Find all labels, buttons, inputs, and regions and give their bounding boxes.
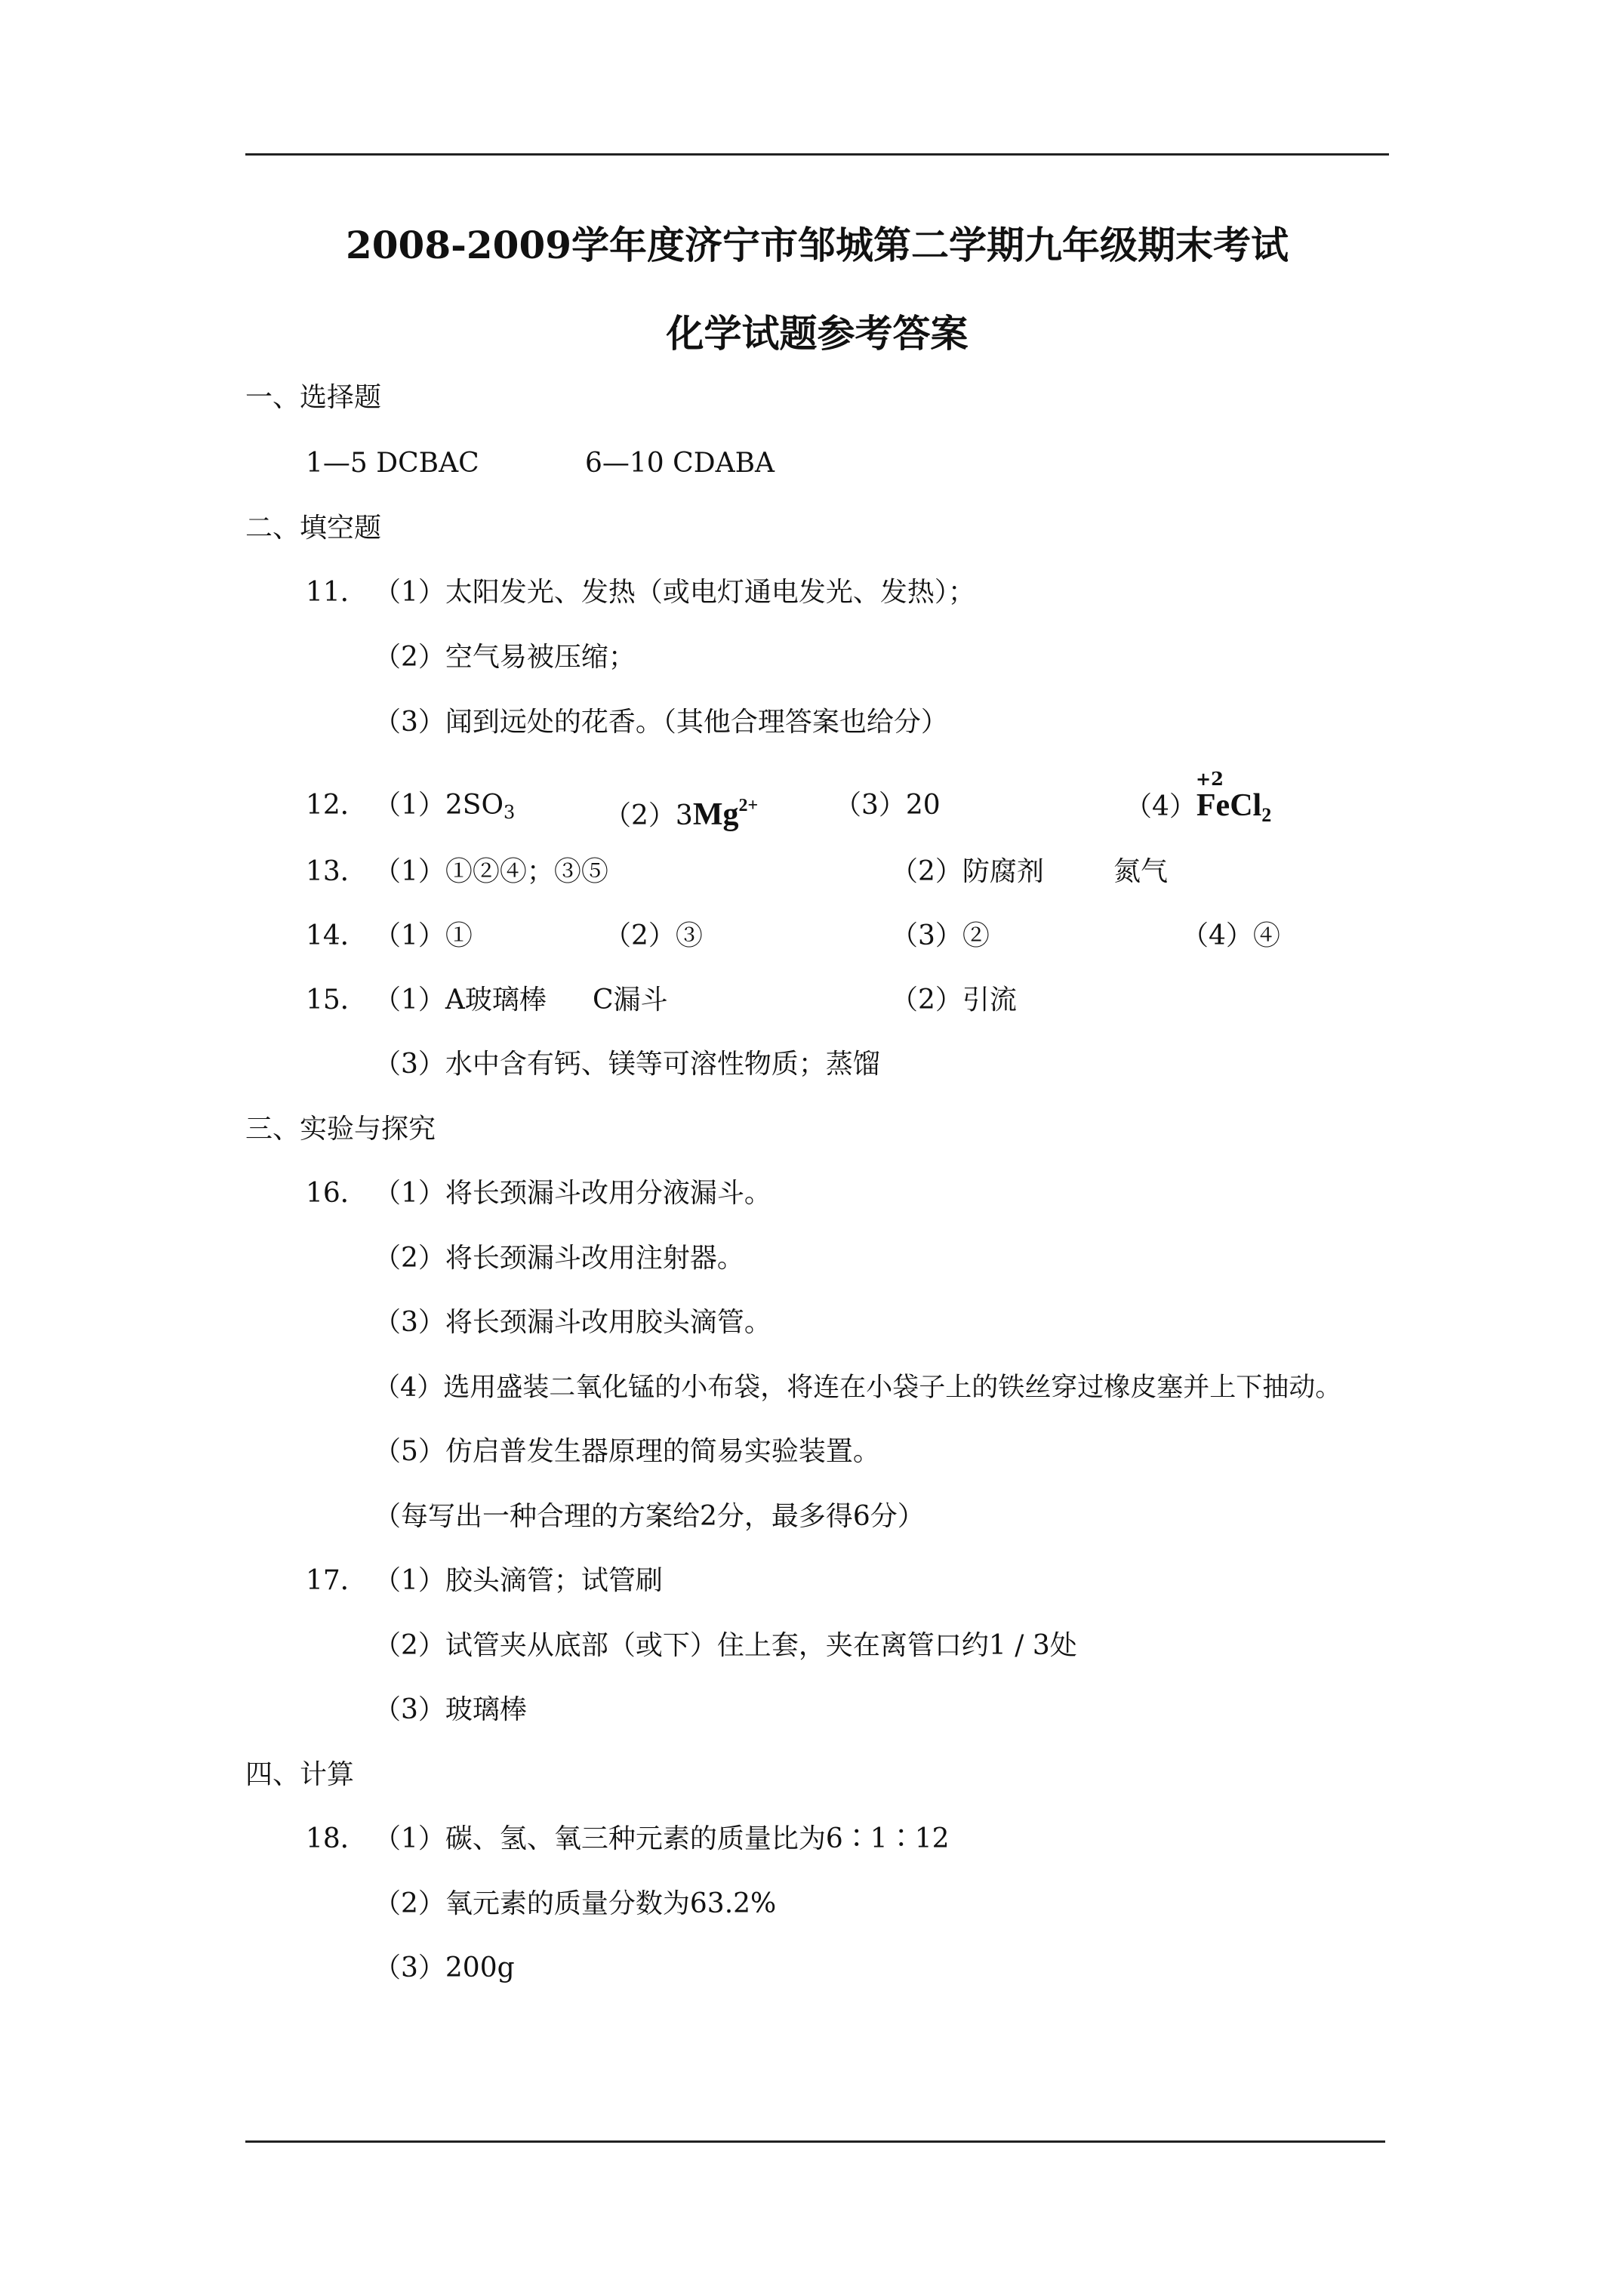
q12-1-subscript: 3 xyxy=(504,802,516,823)
section-heading-choice: 一、选择题 xyxy=(245,382,382,413)
question-number-15: 15． xyxy=(306,985,368,1015)
q12-2-coefficient: 3 xyxy=(675,800,693,831)
q15-answer-3: （3）水中含有钙、镁等可溶性物质；蒸馏 xyxy=(374,1049,880,1080)
q11-answer-3: （3）闻到远处的花香。（其他合理答案也给分） xyxy=(374,707,948,738)
q14-answer-2: （2）③ xyxy=(604,920,703,951)
magnesium-ion-formula xyxy=(693,797,758,832)
q13-answer-1: （1）①②④；③⑤ xyxy=(374,856,608,887)
section-heading-calculation: 四、计算 xyxy=(245,1759,355,1790)
section-heading-fill: 二、填空题 xyxy=(245,513,382,544)
q16-answer-4: （4）选用盛装二氧化锰的小布袋，将连在小袋子上的铁丝穿过橡皮塞并上下抽动。 xyxy=(374,1373,1342,1403)
q16-answer-2: （2）将长颈漏斗改用注射器。 xyxy=(374,1243,744,1274)
question-number-12: 12． xyxy=(306,790,368,821)
q16-answer-5: （5）仿启普发生器原理的简易实验装置。 xyxy=(374,1436,880,1467)
q12-2-charge: 2+ xyxy=(738,796,759,815)
q14-answer-3: （3）② xyxy=(891,920,990,951)
q12-1-formula: 2SO xyxy=(445,790,504,821)
q12-2-element: Mg xyxy=(692,797,739,832)
q16-answer-1: （1）将长颈漏斗改用分液漏斗。 xyxy=(374,1178,771,1209)
q18-answer-1: （1）碳、氢、氧三种元素的质量比为6∶1∶12 xyxy=(374,1823,950,1854)
document-subtitle: 化学试题参考答案 xyxy=(666,311,969,356)
oxidation-state-mark: +2 xyxy=(1196,768,1224,790)
ferrous-chloride-formula xyxy=(1196,788,1272,826)
section-heading-experiment: 三、实验与探究 xyxy=(245,1114,436,1145)
q12-answer-2 xyxy=(604,789,758,833)
document-title: 2008-2009学年度济宁市邹城第二学期九年级期末考试 xyxy=(345,223,1289,267)
q12-1-label: （1） xyxy=(374,790,445,821)
q17-answer-1: （1）胶头滴管；试管刷 xyxy=(374,1565,663,1596)
q14-answer-1: （1）① xyxy=(374,920,473,951)
q18-answer-2: （2）氧元素的质量分数为63.2% xyxy=(374,1888,777,1919)
q12-4-iron: Fe xyxy=(1196,788,1230,823)
q15-answer-2: （2）引流 xyxy=(891,985,1017,1015)
q12-answer-3: （3）20 xyxy=(834,790,941,821)
question-number-13: 13． xyxy=(306,856,368,887)
q15-answer-1b: C漏斗 xyxy=(593,985,668,1015)
header-rule xyxy=(245,153,1389,156)
mc-answers-6-10: 6—10 CDABA xyxy=(585,448,775,479)
q12-answer-1 xyxy=(374,789,515,829)
q12-answer-4 xyxy=(1125,789,1271,832)
q16-answer-3: （3）将长颈漏斗改用胶头滴管。 xyxy=(374,1307,771,1338)
q12-2-label: （2） xyxy=(604,800,676,831)
q18-answer-3: （3）200g xyxy=(374,1952,515,1983)
question-number-14: 14． xyxy=(306,920,368,951)
question-number-11: 11． xyxy=(306,577,368,608)
q12-4-chlorine: Cl xyxy=(1230,788,1262,823)
q17-answer-3: （3）玻璃棒 xyxy=(374,1694,527,1725)
q16-scoring-note: （每写出一种合理的方案给2分，最多得6分） xyxy=(374,1501,925,1532)
question-number-17: 17． xyxy=(306,1565,368,1596)
q12-4-subscript: 2 xyxy=(1261,804,1272,826)
q11-answer-1: （1）太阳发光、发热（或电灯通电发光、发热）； xyxy=(374,577,975,608)
question-number-18: 18． xyxy=(306,1823,368,1854)
q11-answer-2: （2）空气易被压缩； xyxy=(374,642,636,673)
q15-answer-1: （1）A玻璃棒 xyxy=(374,985,547,1015)
q12-4-label: （4） xyxy=(1125,791,1196,822)
q13-answer-2: （2）防腐剂 xyxy=(891,856,1044,887)
q17-answer-2: （2）试管夹从底部（或下）住上套，夹在离管口约1 / 3处 xyxy=(374,1630,1077,1661)
q13-answer-2b: 氮气 xyxy=(1113,856,1169,887)
footer-rule xyxy=(245,2140,1385,2143)
q14-answer-4: （4）④ xyxy=(1181,920,1280,951)
mc-answers-1-5: 1—5 DCBAC xyxy=(306,448,479,479)
question-number-16: 16． xyxy=(306,1178,368,1209)
